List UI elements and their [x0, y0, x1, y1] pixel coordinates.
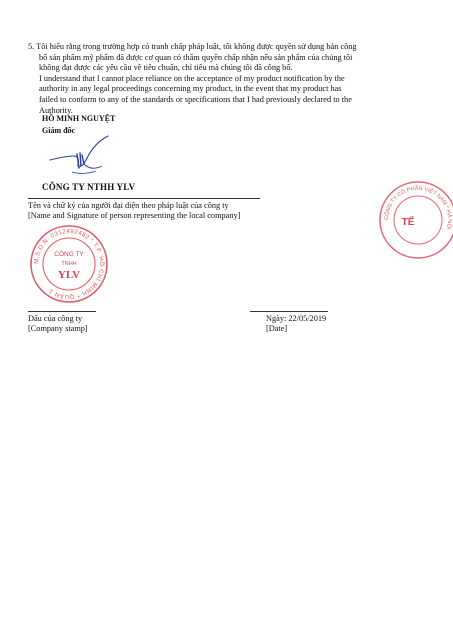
declaration-en-line: I understand that I cannot place reliance on the acceptance of my product notification by the: [39, 73, 345, 83]
side-stamp-center: TẾ: [401, 217, 415, 228]
representative-label-en: [Name and Signature of person representing the local company]: [28, 211, 241, 220]
stamp-line-1: CÔNG TY: [54, 251, 84, 258]
stamp-ring-text: M.S.D.N: 0312492482 * T.P. HỒ CHÍ MINH * QUẬN 1: [33, 228, 105, 300]
representative-label-vi: Tên và chữ ký của người đại diện theo pháp luật của công ty: [28, 201, 229, 210]
signer-title: Giám đốc: [42, 126, 76, 135]
declaration-en-line: failed to conform to any of the standards or specifications that I had previously declared to the: [39, 94, 352, 104]
side-stamp-ring-text: CÔNG TY CỔ PHẦN VIỆT NAM * HÀ NỘI: [383, 185, 453, 231]
date-label-en: [Date]: [266, 324, 288, 333]
company-stamp: [29, 224, 109, 304]
signer-name: HỒ MINH NGUYỆT: [42, 114, 116, 123]
stamp-line-3: YLV: [57, 269, 81, 281]
date-label-vi: Ngày: 22/05/2019: [266, 314, 327, 323]
declaration-vi-line: không đạt được các yêu cầu về tiêu chuẩn, chỉ tiêu mà chúng tôi đã công bố.: [39, 63, 293, 73]
company-name: CÔNG TY NTHH YLV: [42, 182, 136, 192]
declaration-en-paragraph: [28, 74, 390, 116]
declaration-en-line: Authority.: [39, 105, 73, 115]
declaration-vi-line: bố sản phẩm mỹ phẩm đã được cơ quan có thẩm quyền chấp nhận nếu sản phẩm của chúng tôi: [39, 52, 353, 62]
stamp-line: [28, 311, 96, 312]
declaration-vi-line: 5. Tôi hiểu rằng trong trường hợp có tranh chấp pháp luật, tôi không được quyền sử dụng bản công: [28, 42, 357, 51]
stamp-line-2: TNHH: [61, 261, 77, 267]
declaration-item-5: [28, 42, 390, 116]
date-line: [250, 311, 328, 312]
side-stamp: [378, 178, 453, 262]
signature-line: [28, 198, 260, 199]
stamp-label-en: [Company stamp]: [28, 324, 88, 333]
stamp-label-vi: Dấu của công ty: [28, 314, 83, 323]
handwritten-signature: [48, 134, 118, 178]
declaration-en-line: authority in any legal proceedings concerning my product, in the event that my product has: [39, 84, 342, 94]
